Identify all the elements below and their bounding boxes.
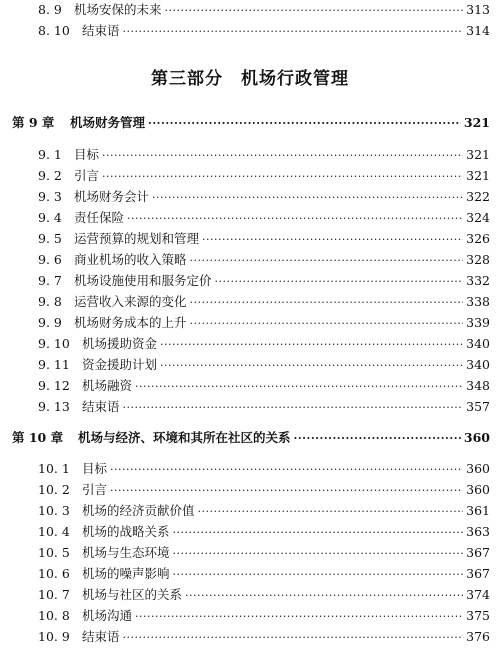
entry-number: 10. 2 [38, 482, 70, 497]
entry-page: 374 [466, 587, 490, 602]
toc-entry [38, 251, 490, 269]
entry-page: 324 [466, 210, 490, 225]
dot-leader [173, 524, 464, 542]
entry-page: 322 [466, 189, 490, 204]
dot-leader [152, 189, 463, 207]
toc-entry [38, 22, 490, 40]
entry-title: 机场融资 [82, 378, 133, 393]
dot-leader [123, 399, 464, 417]
dot-leader [160, 357, 463, 375]
entry-page: 357 [466, 399, 490, 414]
entry-title: 机场援助资金 [82, 336, 158, 351]
entry-number: 9. 2 [38, 168, 62, 183]
dot-leader [110, 482, 463, 500]
entry-page: 348 [466, 378, 490, 393]
toc-entry [38, 356, 490, 374]
entry-number: 9. 11 [38, 357, 70, 372]
entry-number: 10. 6 [38, 566, 70, 581]
entry-number: 10. 1 [38, 461, 70, 476]
entry-number: 9. 5 [38, 231, 62, 246]
entry-title: 机场设施使用和服务定价 [74, 273, 212, 288]
dot-leader [294, 430, 461, 448]
entry-title: 目标 [74, 147, 100, 162]
toc-entry [38, 167, 490, 185]
dot-leader [135, 608, 463, 626]
entry-number: 9. 9 [38, 315, 62, 330]
toc-entry [38, 230, 490, 248]
toc-entry [38, 377, 490, 395]
entry-page: 360 [466, 482, 490, 497]
entry-title: 责任保险 [74, 210, 125, 225]
toc-entry [38, 460, 490, 478]
entry-number: 10. 3 [38, 503, 70, 518]
dot-leader [173, 545, 464, 563]
entry-page: 326 [466, 231, 490, 246]
entry-title: 引言 [82, 482, 108, 497]
entry-title: 结束语 [82, 23, 120, 38]
dot-leader [135, 378, 463, 396]
entry-number: 8. 10 [38, 23, 70, 38]
dot-leader [198, 503, 464, 521]
entry-title: 结束语 [82, 399, 120, 414]
toc-entry [38, 398, 490, 416]
entry-title: 运营收入来源的变化 [74, 294, 187, 309]
toc-entry [38, 586, 490, 604]
toc-entry [38, 272, 490, 290]
entry-page: 363 [466, 524, 490, 539]
entry-page: 328 [466, 252, 490, 267]
entry-page: 339 [466, 315, 490, 330]
dot-leader [102, 147, 463, 165]
entry-number: 10. 5 [38, 545, 70, 560]
entry-page: 321 [466, 147, 490, 162]
toc-entry [38, 1, 490, 19]
entry-number: 9. 10 [38, 336, 70, 351]
entry-title: 机场的经济贡献价值 [82, 503, 195, 518]
entry-page: 332 [466, 273, 490, 288]
dot-leader [215, 273, 464, 291]
toc-entry [38, 314, 490, 332]
dot-leader [110, 461, 463, 479]
entry-title: 机场安保的未来 [74, 2, 162, 17]
entry-title: 机场与生态环境 [82, 545, 170, 560]
entry-number: 9. 7 [38, 273, 62, 288]
entry-page: 367 [466, 566, 490, 581]
toc-entry [38, 523, 490, 541]
chapter-heading [12, 429, 490, 447]
entry-number: 9. 13 [38, 399, 70, 414]
dot-leader [190, 315, 464, 333]
entry-title: 机场的战略关系 [82, 524, 170, 539]
entry-title: 机场财务成本的上升 [74, 315, 187, 330]
chapter-number: 第 9 章 [12, 115, 55, 130]
part-title: 第三部分 机场行政管理 [151, 69, 349, 89]
entry-number: 10. 8 [38, 608, 70, 623]
entry-page: 313 [466, 2, 490, 17]
entry-title: 运营预算的规划和管理 [74, 231, 200, 246]
entry-title: 目标 [82, 461, 108, 476]
toc-entry [38, 335, 490, 353]
entry-number: 10. 7 [38, 587, 70, 602]
dot-leader [123, 23, 464, 41]
entry-number: 10. 9 [38, 629, 70, 644]
chapter-page: 360 [463, 430, 490, 445]
chapter-page: 321 [463, 115, 490, 130]
entry-title: 机场与社区的关系 [82, 587, 183, 602]
entry-number: 9. 12 [38, 378, 70, 393]
chapter-heading [12, 114, 490, 132]
entry-title: 商业机场的收入策略 [74, 252, 187, 267]
toc-entry [38, 146, 490, 164]
toc-entry [38, 209, 490, 227]
entry-page: 340 [466, 336, 490, 351]
entry-page: 376 [466, 629, 490, 644]
entry-page: 340 [466, 357, 490, 372]
dot-leader [173, 566, 464, 584]
dot-leader [148, 115, 461, 133]
chapter-title: 机场财务管理 [70, 115, 146, 130]
toc-entry [38, 607, 490, 625]
entry-number: 9. 4 [38, 210, 62, 225]
entry-page: 321 [466, 168, 490, 183]
dot-leader [127, 210, 463, 228]
toc-entry [38, 628, 490, 646]
entry-title: 引言 [74, 168, 100, 183]
dot-leader [165, 2, 464, 20]
entry-number: 9. 3 [38, 189, 62, 204]
entry-page: 361 [466, 503, 490, 518]
chapter-number: 第 10 章 [12, 430, 64, 445]
entry-page: 314 [466, 23, 490, 38]
toc-entry [38, 502, 490, 520]
dot-leader [185, 587, 463, 605]
entry-title: 资金援助计划 [82, 357, 158, 372]
entry-number: 8. 9 [38, 2, 62, 17]
dot-leader [102, 168, 463, 186]
entry-title: 机场的噪声影响 [82, 566, 170, 581]
dot-leader [202, 231, 463, 249]
dot-leader [190, 252, 464, 270]
toc-entry [38, 565, 490, 583]
toc-entry [38, 188, 490, 206]
toc-entry [38, 481, 490, 499]
entry-title: 机场财务会计 [74, 189, 150, 204]
entry-title: 结束语 [82, 629, 120, 644]
entry-page: 360 [466, 461, 490, 476]
dot-leader [123, 629, 464, 647]
entry-number: 9. 6 [38, 252, 62, 267]
dot-leader [160, 336, 463, 354]
dot-leader [190, 294, 464, 312]
entry-page: 375 [466, 608, 490, 623]
entry-page: 338 [466, 294, 490, 309]
entry-number: 9. 1 [38, 147, 62, 162]
entry-number: 9. 8 [38, 294, 62, 309]
chapter-title: 机场与经济、环境和其所在社区的关系 [78, 430, 291, 445]
entry-number: 10. 4 [38, 524, 70, 539]
entry-page: 367 [466, 545, 490, 560]
entry-title: 机场沟通 [82, 608, 133, 623]
toc-entry [38, 293, 490, 311]
toc-entry [38, 544, 490, 562]
